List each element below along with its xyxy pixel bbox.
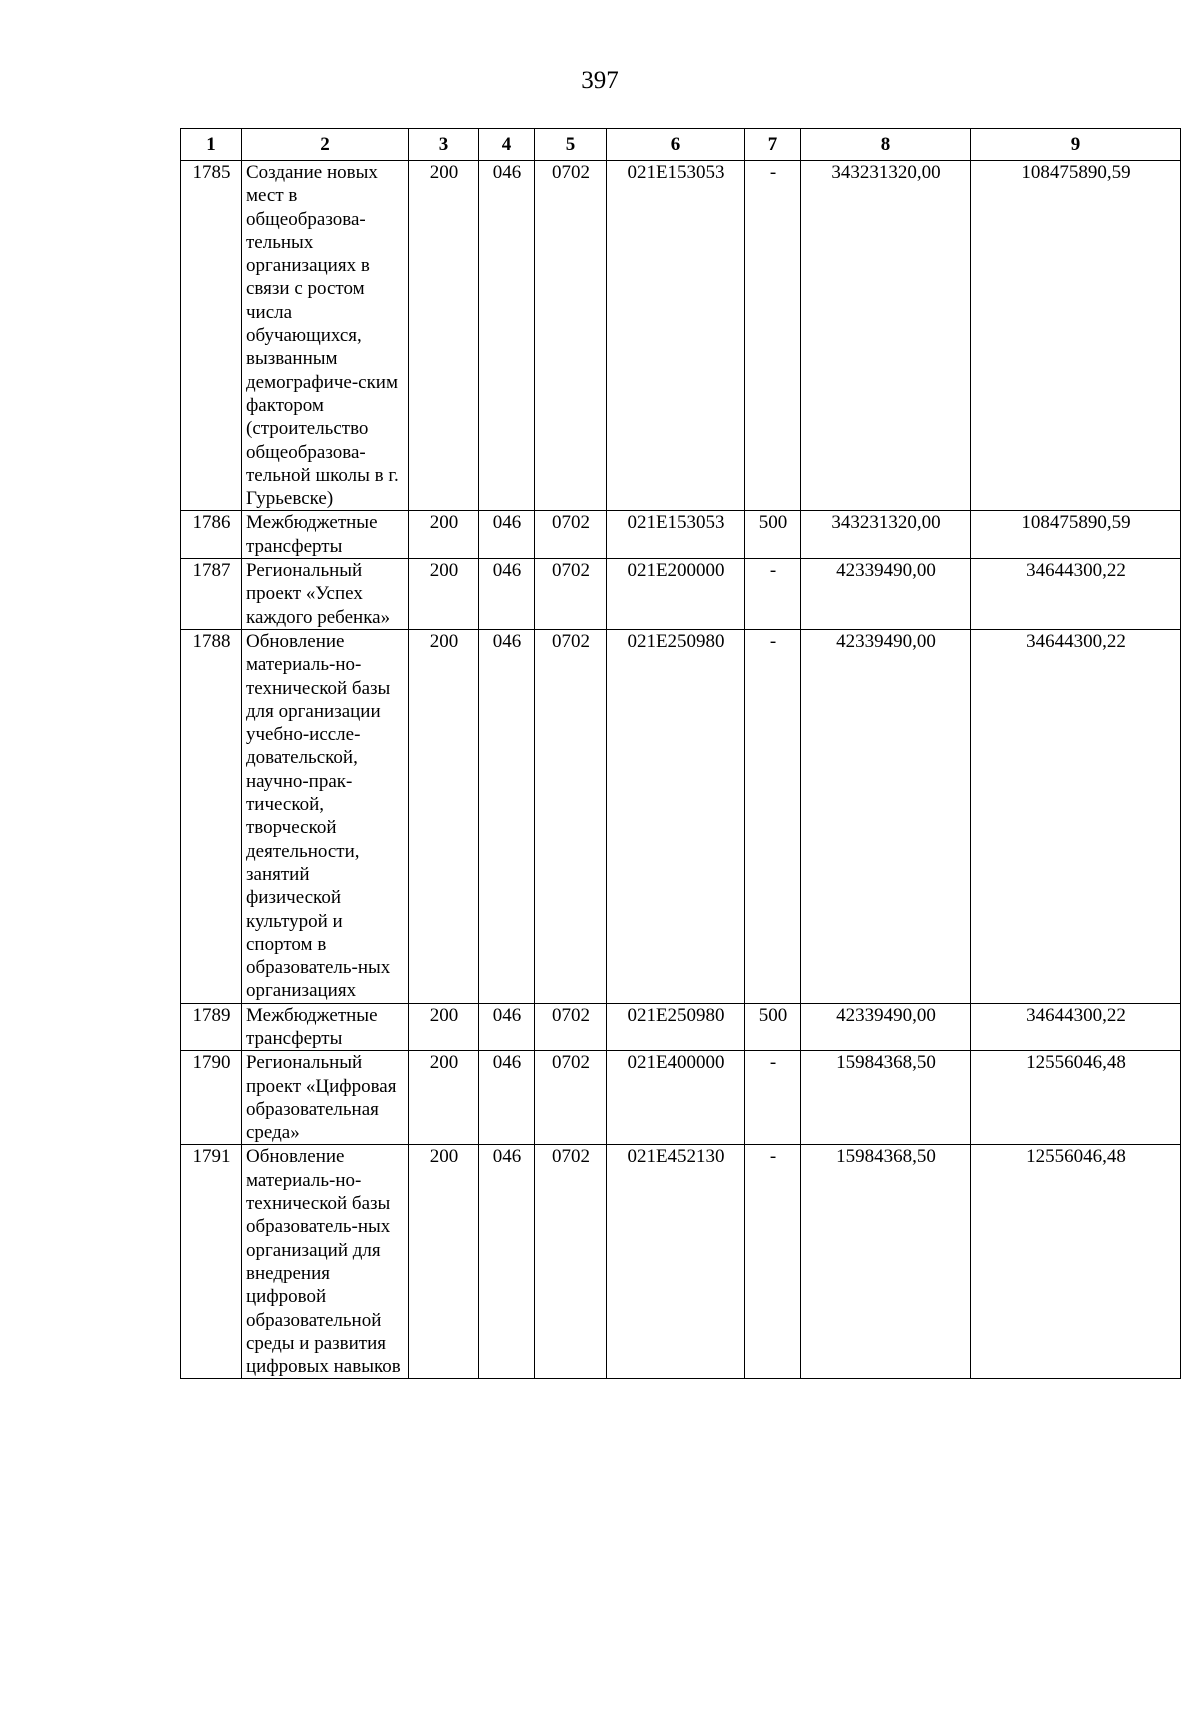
cell-col-8: 42339490,00	[801, 1003, 971, 1051]
cell-col-7: -	[745, 1145, 801, 1379]
cell-col-4: 046	[479, 511, 535, 559]
cell-col-6: 021Е250980	[607, 629, 745, 1003]
row-number: 1785	[181, 161, 242, 511]
column-header-1: 1	[181, 129, 242, 161]
cell-col-9: 12556046,48	[971, 1051, 1181, 1145]
cell-col-5: 0702	[535, 511, 607, 559]
cell-col-8: 15984368,50	[801, 1145, 971, 1379]
cell-col-4: 046	[479, 629, 535, 1003]
cell-col-6: 021Е400000	[607, 1051, 745, 1145]
cell-col-5: 0702	[535, 1145, 607, 1379]
cell-col-3: 200	[409, 1145, 479, 1379]
cell-col-3: 200	[409, 559, 479, 630]
cell-col-7: 500	[745, 1003, 801, 1051]
cell-col-8: 343231320,00	[801, 161, 971, 511]
table-row	[181, 559, 1181, 630]
cell-col-3: 200	[409, 1003, 479, 1051]
cell-col-5: 0702	[535, 1003, 607, 1051]
row-number: 1789	[181, 1003, 242, 1051]
column-header-5: 5	[535, 129, 607, 161]
page-number: 397	[581, 67, 619, 94]
cell-col-3: 200	[409, 511, 479, 559]
column-header-4: 4	[479, 129, 535, 161]
budget-table	[180, 128, 1181, 1379]
cell-col-7: -	[745, 1051, 801, 1145]
row-number: 1790	[181, 1051, 242, 1145]
row-name: Региональный проект «Успех каждого ребенка»	[242, 559, 409, 630]
cell-col-4: 046	[479, 1145, 535, 1379]
column-header-7: 7	[745, 129, 801, 161]
table-row	[181, 1145, 1181, 1379]
cell-col-9: 34644300,22	[971, 1003, 1181, 1051]
cell-col-5: 0702	[535, 559, 607, 630]
cell-col-8: 42339490,00	[801, 629, 971, 1003]
cell-col-4: 046	[479, 1051, 535, 1145]
table-row	[181, 629, 1181, 1003]
cell-col-9: 34644300,22	[971, 559, 1181, 630]
row-number: 1788	[181, 629, 242, 1003]
cell-col-4: 046	[479, 161, 535, 511]
column-header-2: 2	[242, 129, 409, 161]
cell-col-3: 200	[409, 629, 479, 1003]
table-body	[181, 161, 1181, 1379]
cell-col-7: -	[745, 559, 801, 630]
column-header-6: 6	[607, 129, 745, 161]
cell-col-9: 108475890,59	[971, 511, 1181, 559]
table-row	[181, 1051, 1181, 1145]
table-row	[181, 511, 1181, 559]
row-name: Обновление материаль-но-технической базы образователь-ных организаций для внедрения цифровой образовательной среды и развития цифровых навыков	[242, 1145, 409, 1379]
cell-col-5: 0702	[535, 1051, 607, 1145]
cell-col-6: 021Е153053	[607, 161, 745, 511]
row-number: 1787	[181, 559, 242, 630]
cell-col-6: 021Е153053	[607, 511, 745, 559]
cell-col-8: 15984368,50	[801, 1051, 971, 1145]
cell-col-6: 021Е452130	[607, 1145, 745, 1379]
column-header-3: 3	[409, 129, 479, 161]
cell-col-7: -	[745, 629, 801, 1003]
cell-col-6: 021Е200000	[607, 559, 745, 630]
column-header-9: 9	[971, 129, 1181, 161]
cell-col-5: 0702	[535, 629, 607, 1003]
row-name: Межбюджетные трансферты	[242, 511, 409, 559]
table-row	[181, 161, 1181, 511]
row-name: Межбюджетные трансферты	[242, 1003, 409, 1051]
row-number: 1791	[181, 1145, 242, 1379]
row-name: Создание новых мест в общеобразова-тельных организациях в связи с ростом числа обучающихся, вызванным демографиче-ским фактором (строительство общеобразова-тельной школы в г. Гурьевске)	[242, 161, 409, 511]
cell-col-5: 0702	[535, 161, 607, 511]
row-name: Обновление материаль-но-технической базы для организации учебно-иссле-довательской, научно-прак-тической, творческой деятельности, занятий физической культурой и спортом в образователь-ных организациях	[242, 629, 409, 1003]
cell-col-8: 42339490,00	[801, 559, 971, 630]
cell-col-9: 12556046,48	[971, 1145, 1181, 1379]
cell-col-9: 108475890,59	[971, 161, 1181, 511]
column-header-8: 8	[801, 129, 971, 161]
cell-col-7: 500	[745, 511, 801, 559]
row-name: Региональный проект «Цифровая образовательная среда»	[242, 1051, 409, 1145]
cell-col-4: 046	[479, 559, 535, 630]
cell-col-4: 046	[479, 1003, 535, 1051]
cell-col-3: 200	[409, 1051, 479, 1145]
row-number: 1786	[181, 511, 242, 559]
cell-col-6: 021Е250980	[607, 1003, 745, 1051]
cell-col-3: 200	[409, 161, 479, 511]
cell-col-8: 343231320,00	[801, 511, 971, 559]
cell-col-9: 34644300,22	[971, 629, 1181, 1003]
table-row	[181, 1003, 1181, 1051]
cell-col-7: -	[745, 161, 801, 511]
table-header	[181, 129, 1181, 161]
